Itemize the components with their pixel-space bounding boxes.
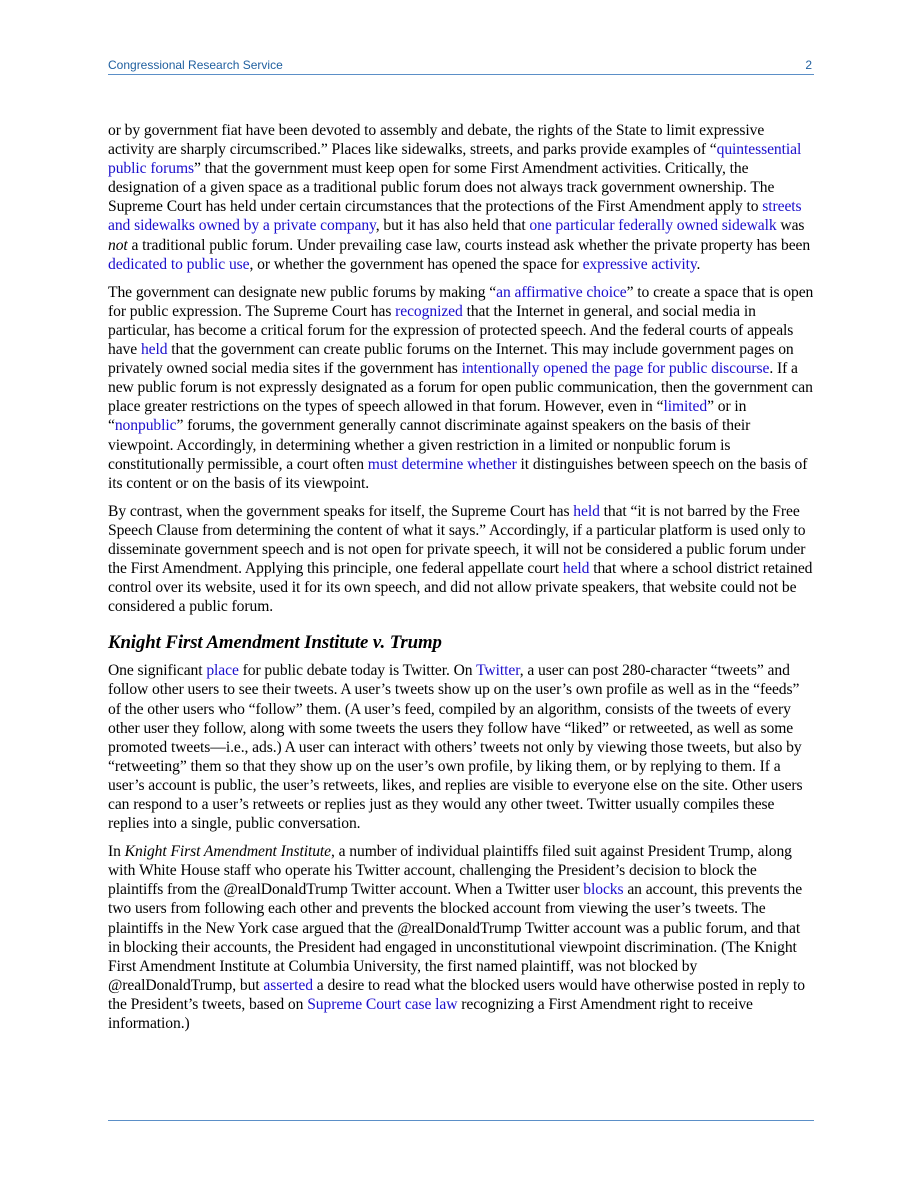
link-streets-sidewalks-private-company[interactable]: streets and sidewalks owned by a private company [108, 198, 802, 235]
link-quintessential-public-forums[interactable]: quintessential public forums [108, 141, 802, 178]
section-heading: Knight First Amendment Institute v. Trump [108, 632, 442, 654]
link-limited[interactable]: limited [663, 398, 708, 416]
document-body [108, 121, 814, 1042]
link-must-determine-whether[interactable]: must determine whether [367, 455, 517, 473]
header-org-name: Congressional Research Service [108, 58, 283, 72]
link-federally-owned-sidewalk[interactable]: one particular federally owned sidewalk [529, 217, 777, 235]
link-asserted[interactable]: asserted [263, 976, 313, 994]
link-affirmative-choice[interactable]: an affirmative choice [496, 283, 627, 301]
link-dedicated-to-public-use[interactable]: dedicated to public use [108, 255, 250, 273]
link-twitter[interactable]: Twitter [476, 662, 520, 680]
link-supreme-court-case-law[interactable]: Supreme Court case law [307, 995, 458, 1013]
link-expressive-activity[interactable]: expressive activity [582, 255, 697, 273]
link-held-appellate[interactable]: held [562, 560, 590, 578]
link-recognized[interactable]: recognized [395, 302, 463, 320]
paragraph-government-speech: By contrast, when the government speaks for itself, the Supreme Court has held that “it is not barred by the Free Speech Clause from determining the content of what it says.” Accordingly, if a particular platform is used only to disseminate government speech and is not open for private speech, it will not be considered a public forum under the First Amendment. Applying this principle, one federal appellate court held that where a school district retained control over its website, used it for its own speech, and did not allow private speakers, that website could not be considered a public forum. [108, 502, 813, 616]
footer-rule [108, 1120, 814, 1121]
paragraph-twitter: One significant place for public debate today is Twitter. On Twitter, a user can post 280-character “tweets” and follow other users to see their tweets. A user’s tweets show up on the user’s own profile as well as in the “feeds” of the other users who “follow” them. (A user’s feed, compiled by an algorithm, consists of the tweets of every other user they follow, along with some tweets the users they follow have “liked” or retweeted, as well as some promoted tweets—i.e., ads.) A user can interact with others’ tweets not only by viewing those tweets, but also by “retweeting” them so that they show up on the user’s own profile, by liking them, or by replying to them. If a user’s account is public, the user’s retweets, likes, and replies are visible to everyone else on the site. Other users can respond to a user’s retweets or replies just as they would any other tweet. Twitter usually compiles these replies into a single, public conversation. [108, 662, 803, 833]
link-place[interactable]: place [206, 662, 239, 680]
link-held-supreme-court[interactable]: held [573, 502, 600, 520]
header-rule [108, 74, 814, 75]
link-intentionally-opened[interactable]: intentionally opened the page for public discourse [461, 360, 770, 378]
link-held-appeals[interactable]: held [140, 341, 168, 359]
link-nonpublic[interactable]: nonpublic [114, 417, 177, 435]
link-blocks[interactable]: blocks [583, 881, 624, 899]
paragraph-knight-case: In Knight First Amendment Institute, a number of individual plaintiffs filed suit against President Trump, along with White House staff who operate his Twitter account, challenging the President’s decision to block the plaintiffs from the @realDonaldTrump Twitter account. When a Twitter user blocks an account, this prevents the two users from following each other and prevents the blocked account from viewing the user’s tweets. The plaintiffs in the New York case argued that the @realDonaldTrump Twitter account was a public forum, and that in blocking their accounts, the President had engaged in unconstitutional viewpoint discrimination. (The Knight First Amendment Institute at Columbia University, the first named plaintiff, was not blocked by @realDonaldTrump, but asserted a desire to read what the blocked users would have otherwise posted in reply to the President’s tweets, based on Supreme Court case law recognizing a First Amendment right to receive information.) [108, 843, 806, 1033]
paragraph-designated-forums: The government can designate new public forums by making “an affirmative choice” to create a space that is open for public expression. The Supreme Court has recognized that the Internet in general, and social media in particular, has become a critical forum for the expression of protected speech. And the federal courts of appeals have held that the government can create public forums on the Internet. This may include government pages on privately owned social media sites if the government has intentionally opened the page for public discourse. If a new public forum is not expressly designated as a forum for open public communication, then the government can place greater restrictions on the types of speech allowed in that forum. However, even in “limited” or in “nonpublic” forums, the government generally cannot discriminate against speakers on the basis of their viewpoint. Accordingly, in determining whether a given restriction in a limited or nonpublic forum is constitutionally permissible, a court often must determine whether it distinguishes between speech on the basis of its content or on the basis of its viewpoint. [108, 283, 814, 492]
page-number: 2 [805, 58, 812, 72]
paragraph-public-forums: or by government fiat have been devoted to assembly and debate, the rights of the State to limit expressive activity are sharply circumscribed.” Places like sidewalks, streets, and parks provide examples of “quintessential public forums” that the government must keep open for some First Amendment activities. Critically, the designation of a given space as a traditional public forum does not always track government ownership. The Supreme Court has held under certain circumstances that the protections of the First Amendment apply to streets and sidewalks owned by a private company, but it has also held that one particular federally owned sidewalk was not a traditional public forum. Under prevailing case law, courts instead ask whether the private property has been dedicated to public use, or whether the government has opened the space for expressive activity. [108, 122, 811, 273]
